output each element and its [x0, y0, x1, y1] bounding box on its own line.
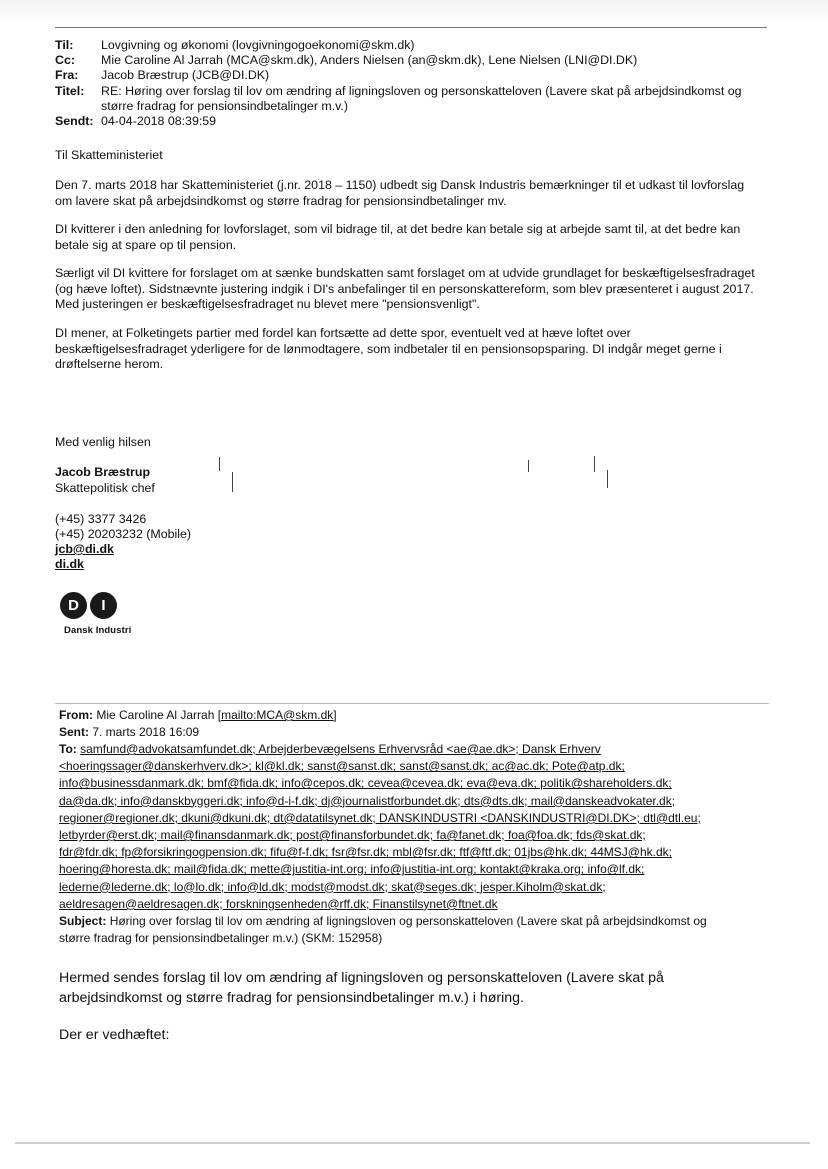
cc-label: Cc: — [55, 53, 75, 67]
phone-1: (+45) 3377 3426 — [55, 512, 147, 526]
fwd-subject-line-1: Høring over forslag til lov om ændring af ligningsloven og personskatteloven (Lavere skat på arbejdsindkomst og — [109, 914, 707, 929]
sent-value: 04-04-2018 08:39:59 — [101, 114, 217, 128]
letter-paragraph-3: Særligt vil DI kvittere for forslaget om at sænke bundskatten samt forslaget om at udvide grundlaget for beskæftigelsesfradraget (og hæve loftet). Sidstnævnte justering indgik i DI's anbefalinger til en personskattereform, som blev præsenteret i august 2017. Med justeringen er beskæftigelsesfradraget nu blevet mere "pensionsvenligt". — [55, 266, 755, 311]
scan-mark — [607, 470, 608, 488]
fwd-sent-value: 7. marts 2018 16:09 — [92, 725, 200, 739]
fwd-body-paragraph: Hermed sendes forslag til lov om ændring af ligningsloven og personskatteloven (Lavere skat på arbejdsindkomst og større fradrag for pensionsindbetalinger m.v.) i høring. — [59, 970, 664, 1006]
fwd-body-attachments: Der er vedhæftet: — [59, 1027, 170, 1043]
fwd-subject-line — [59, 913, 759, 930]
website-link[interactable]: di.dk — [55, 557, 84, 571]
letter-paragraph-2: DI kvitterer i den anledning for lovforslaget, som vil bidrage til, at det bedre kan betale sig at arbejde samt til, at det bedre kan betale sig at spare op til pension. — [55, 222, 741, 252]
fwd-subject-label: Subject: — [59, 914, 107, 929]
closing: Med venlig hilsen — [55, 435, 151, 449]
fwd-to-recipients[interactable]: <hoeringssager@danskerhverv.dk>; kl@kl.dk; sanst@sanst.dk; sanst@sanst.dk; ac@ac.dk; Pote@atp.dk; — [59, 759, 625, 774]
fwd-to-label: To: — [59, 742, 77, 756]
letter-paragraph-1: Den 7. marts 2018 har Skatteministeriet (j.nr. 2018 – 1150) udbedt sig Dansk Industris bemærkninger til et udkast til lovforslag om lavere skat på arbejdsindkomst og større fradrag for pensionsindbetalinger mv. — [55, 178, 745, 208]
signer-name: Jacob Bræstrup — [55, 465, 151, 479]
logo-letter-i: I — [90, 592, 117, 619]
fwd-from-label: From: — [59, 708, 93, 722]
scan-mark — [232, 472, 233, 492]
fwd-from-row — [59, 707, 759, 724]
forward-separator — [55, 703, 769, 704]
fwd-to-recipients[interactable]: lederne@lederne.dk; lo@lo.dk; info@ld.dk; modst@modst.dk; skat@seges.dk; jesper.Kiholm@skat.dk; — [59, 879, 606, 894]
fwd-sent-label: Sent: — [59, 725, 89, 739]
scan-mark — [219, 457, 220, 471]
logo-letter-d: D — [60, 592, 87, 619]
title-line-2: større fradrag for pensionsindbetalinger m.v.) — [101, 99, 349, 113]
from-label: Fra: — [55, 68, 79, 82]
title-label: Titel: — [55, 84, 85, 98]
fwd-to-line — [59, 741, 759, 758]
title-line-1: RE: Høring over forslag til lov om ændring af ligningsloven og personskatteloven (Lavere skat på arbejdsindkomst og — [101, 84, 742, 98]
to-label: Til: — [55, 38, 74, 52]
scan-mark — [594, 456, 595, 472]
email-link[interactable]: jcb@di.dk — [55, 542, 114, 556]
sent-label: Sendt: — [55, 114, 94, 128]
fwd-from-name: Mie Caroline Al Jarrah — [96, 708, 215, 722]
fwd-to-recipients[interactable]: info@businessdanmark.dk; bmf@fida.dk; info@cepos.dk; cevea@cevea.dk; eva@eva.dk; politik@shareholders.dk; — [59, 776, 672, 791]
fwd-sent-row — [59, 724, 759, 741]
signer-role: Skattepolitisk chef — [55, 481, 155, 495]
logo-text: Dansk Industri — [64, 625, 132, 636]
letter-greeting: Til Skatteministeriet — [55, 148, 163, 162]
scan-top-shade — [0, 0, 828, 22]
fwd-to-recipients[interactable]: aeldresagen@aeldresagen.dk; forskningsenheden@rff.dk; Finanstilsynet@ftnet.dk — [59, 896, 498, 911]
fwd-to-recipients[interactable]: regioner@regioner.dk; dkuni@dkuni.dk; dt@datatilsynet.dk; DANSKINDUSTRI <DANSKINDUSTRI@DI.DK>; dtl@dtl.eu; — [59, 810, 701, 825]
letter-paragraph-4: DI mener, at Folketingets partier med fordel kan fortsætte ad dette spor, eventuelt ved at hæve loftet over beskæftigelsesfradraget yderligere for de lønmodtagere, som indbetaler til en pensionsopsparing. DI indgår meget gerne i drøftelserne herom. — [55, 326, 722, 371]
fwd-to-recipients[interactable]: samfund@advokatsamfundet.dk; Arbejderbevægelsens Erhvervsråd <ae@ae.dk>; Dansk Erhverv — [80, 742, 601, 756]
header-rule — [55, 27, 767, 28]
fwd-to-block — [59, 741, 759, 947]
to-value: Lovgivning og økonomi (lovgivningogoekonomi@skm.dk) — [101, 38, 415, 52]
scan-bottom-rule — [15, 1142, 810, 1144]
fwd-from-mailto-link[interactable]: [mailto:MCA@skm.dk] — [217, 708, 337, 722]
fwd-to-recipients[interactable]: da@da.dk; info@danskbyggeri.dk; info@d-i-f.dk; dj@journalistforbundet.dk; dts@dts.dk; mail@danskeadvokater.dk; — [59, 793, 676, 808]
fwd-to-recipients[interactable]: hoering@horesta.dk; mail@fida.dk; mette@justitia-int.org; info@justitia-int.org; kontakt@kraka.org; info@lf.dk; — [59, 862, 645, 877]
from-value: Jacob Bræstrup (JCB@DI.DK) — [101, 68, 270, 82]
fwd-subject-line-2: større fradrag for pensionsindbetalinger m.v.) (SKM: 152958) — [59, 931, 383, 946]
scan-mark — [528, 460, 529, 472]
fwd-to-recipients[interactable]: letbyrder@erst.dk; mail@finansdanmark.dk; post@finansforbundet.dk; fa@fanet.dk; foa@foa.dk; fds@skat.dk; — [59, 828, 646, 843]
phone-2: (+45) 20203232 (Mobile) — [55, 527, 192, 541]
fwd-to-recipients[interactable]: fdr@fdr.dk; fp@forsikringogpension.dk; fifu@f-f.dk; fsr@fsr.dk; mbl@fsr.dk; ftf@ftf.dk; 01jbs@hk.dk; 44MSJ@hk.dk; — [59, 845, 673, 860]
cc-value: Mie Caroline Al Jarrah (MCA@skm.dk), Anders Nielsen (an@skm.dk), Lene Nielsen (LNI@DI.DK) — [101, 53, 638, 67]
